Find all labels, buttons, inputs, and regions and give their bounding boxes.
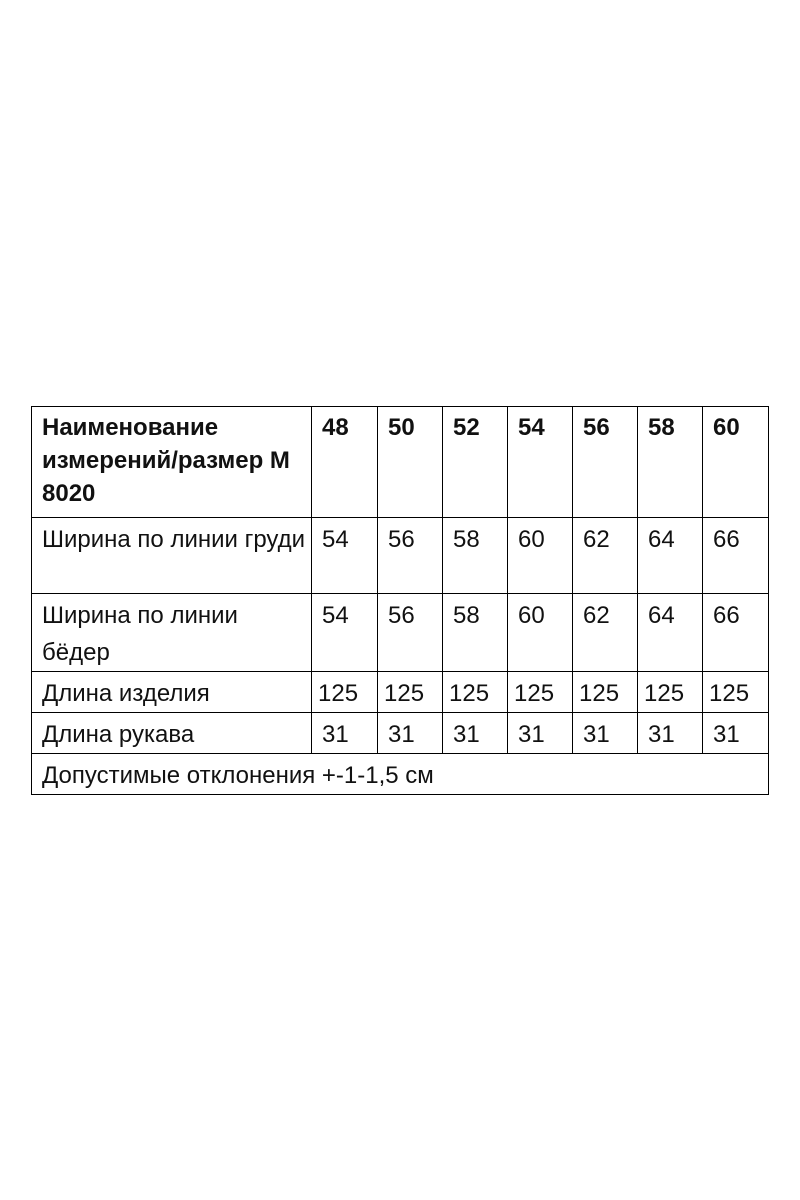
tolerance-row: [32, 754, 769, 795]
size-chart-table: [31, 406, 769, 795]
table-cell: 56: [378, 518, 443, 594]
size-54-header: 54: [508, 407, 573, 518]
header-row: [32, 407, 769, 518]
header-label-cell: Наименование измерений/размер М 8020: [32, 407, 312, 518]
hip-width-row: [32, 594, 769, 672]
table-cell: 58: [443, 594, 508, 672]
row-label: Длина изделия: [32, 672, 312, 713]
tolerance-note: Допустимые отклонения +-1-1,5 см: [32, 754, 769, 795]
table-cell: 125: [312, 672, 378, 713]
row-label: Ширина по линии бёдер: [32, 594, 312, 672]
table-cell: 54: [312, 518, 378, 594]
chest-width-row: [32, 518, 769, 594]
table-cell: 125: [378, 672, 443, 713]
size-48-header: 48: [312, 407, 378, 518]
table-cell: 31: [378, 713, 443, 754]
table-cell: 64: [638, 518, 703, 594]
table-cell: 31: [703, 713, 769, 754]
size-60-header: 60: [703, 407, 769, 518]
table-cell: 60: [508, 594, 573, 672]
table-cell: 31: [443, 713, 508, 754]
table-cell: 31: [573, 713, 638, 754]
sleeve-length-row: [32, 713, 769, 754]
table-cell: 54: [312, 594, 378, 672]
table-cell: 60: [508, 518, 573, 594]
size-52-header: 52: [443, 407, 508, 518]
table-cell: 125: [703, 672, 769, 713]
table-cell: 31: [312, 713, 378, 754]
table-cell: 125: [638, 672, 703, 713]
table-cell: 125: [573, 672, 638, 713]
table-cell: 31: [508, 713, 573, 754]
size-56-header: 56: [573, 407, 638, 518]
table-cell: 62: [573, 594, 638, 672]
table-cell: 56: [378, 594, 443, 672]
size-50-header: 50: [378, 407, 443, 518]
garment-length-row: [32, 672, 769, 713]
table-cell: 31: [638, 713, 703, 754]
table-cell: 125: [443, 672, 508, 713]
table-cell: 125: [508, 672, 573, 713]
table-cell: 66: [703, 518, 769, 594]
table-cell: 64: [638, 594, 703, 672]
table-cell: 58: [443, 518, 508, 594]
size-58-header: 58: [638, 407, 703, 518]
row-label: Ширина по линии груди: [32, 518, 312, 594]
table-cell: 62: [573, 518, 638, 594]
row-label: Длина рукава: [32, 713, 312, 754]
table-cell: 66: [703, 594, 769, 672]
